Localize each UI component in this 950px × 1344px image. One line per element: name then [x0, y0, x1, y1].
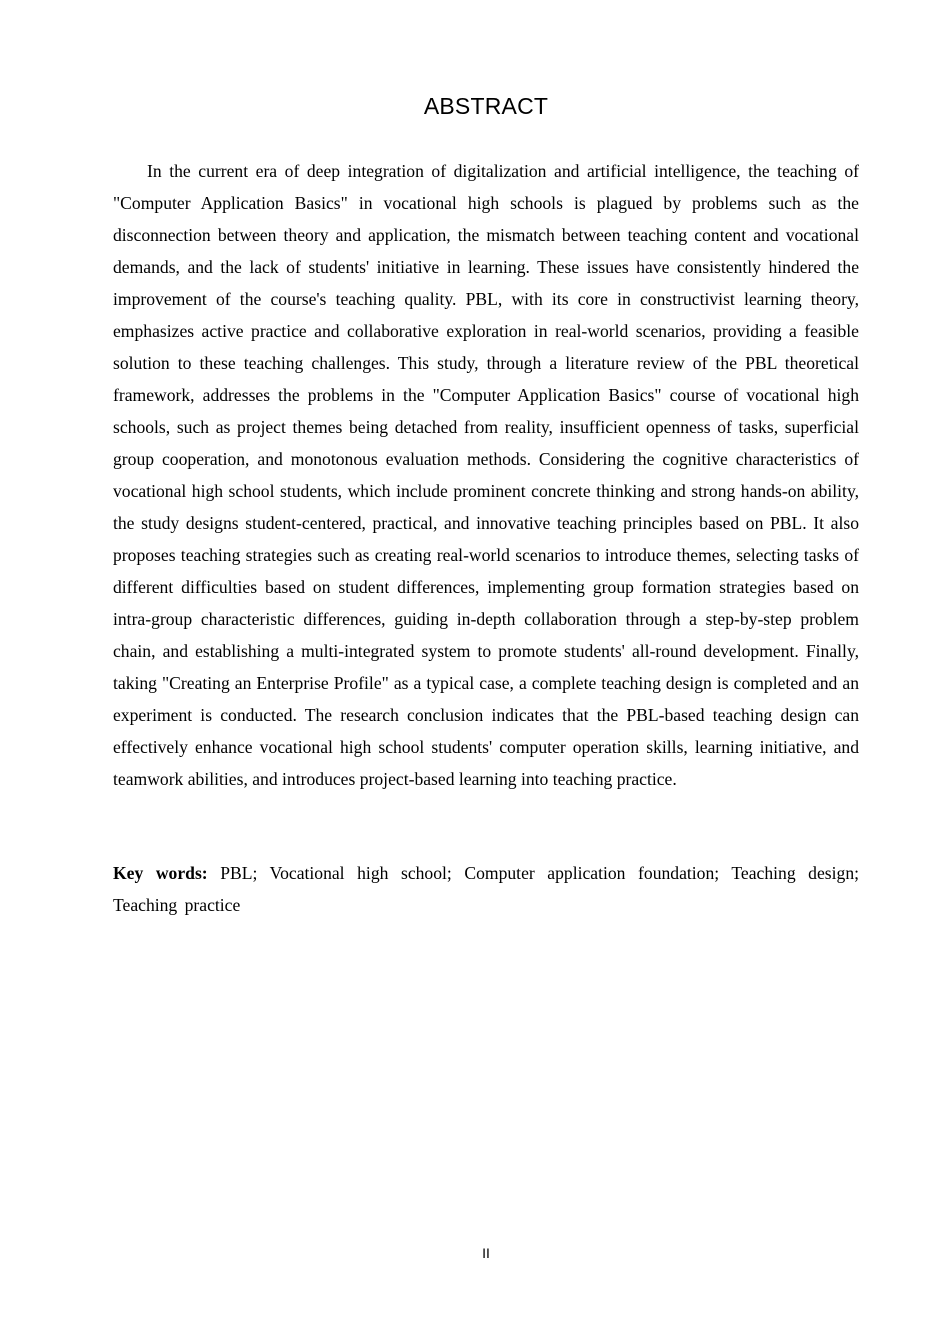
- abstract-body: In the current era of deep integration of digitalization and artificial intelligence, the teaching of "Computer Application Basics" in vocational high schools is plagued by problems such as the disconnection between theory and application, the mismatch between teaching content and vocational demands, and the lack of students' initiative in learning. These issues have consistently hindered the improvement of the course's teaching quality. PBL, with its core in constructivist learning theory, emphasizes active practice and collaborative exploration in real-world scenarios, providing a feasible solution to these teaching challenges. This study, through a literature review of the PBL theoretical framework, addresses the problems in the "Computer Application Basics" course of vocational high schools, such as project themes being detached from reality, insufficient openness of tasks, superficial group cooperation, and monotonous evaluation methods. Considering the cognitive characteristics of vocational high school students, which include prominent concrete thinking and strong hands-on ability, the study designs student-centered, practical, and innovative teaching principles based on PBL. It also proposes teaching strategies such as creating real-world scenarios to introduce themes, selecting tasks of different difficulties based on student differences, implementing group formation strategies based on intra-group characteristic differences, guiding in-depth collaboration through a step-by-step problem chain, and establishing a multi-integrated system to promote students' all-round development. Finally, taking "Creating an Enterprise Profile" as a typical case, a complete teaching design is completed and an experiment is conducted. The research conclusion indicates that the PBL-based teaching design can effectively enhance vocational high school students' computer operation skills, learning initiative, and teamwork abilities, and introduces project-based learning into teaching practice.: [113, 161, 859, 789]
- keywords-text: PBL; Vocational high school; Computer application foundation; Teaching design; Teaching practice: [113, 863, 860, 915]
- keywords-label: Key words:: [113, 863, 208, 883]
- abstract-title: ABSTRACT: [423, 93, 549, 119]
- keywords-paragraph: [113, 857, 859, 921]
- page-number: II: [482, 1245, 490, 1261]
